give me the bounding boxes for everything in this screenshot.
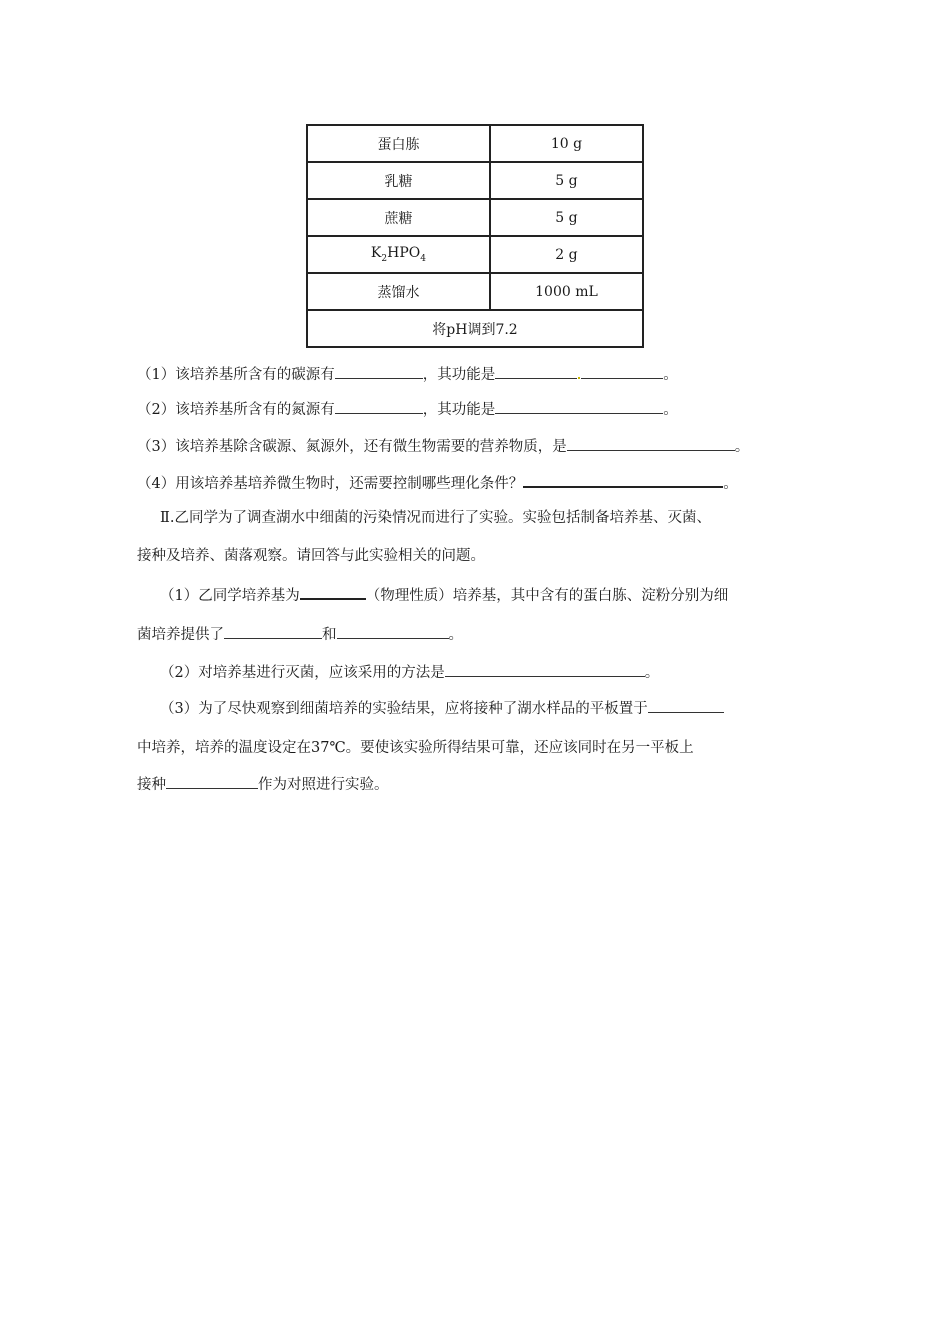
- dot-mark: [578, 377, 580, 379]
- question-2-1: （1）乙同学培养基为 （物理性质）培养基，其中含有的蛋白胨、淀粉分别为细: [160, 584, 728, 606]
- answer-blank[interactable]: [224, 624, 322, 639]
- question-2-3-end: 接种 作为对照进行实验。: [137, 774, 389, 795]
- answer-blank[interactable]: [335, 399, 423, 414]
- answer-blank[interactable]: [335, 364, 423, 379]
- table-row: [307, 236, 643, 273]
- answer-blank[interactable]: [445, 662, 645, 677]
- table-row: [307, 125, 643, 162]
- ingredient-name: 蒸馏水: [307, 273, 490, 310]
- table-row: [307, 162, 643, 199]
- table-row: [307, 310, 643, 347]
- ingredient-name: 乳糖: [307, 162, 490, 199]
- question-2-3: （3）为了尽快观察到细菌培养的实验结果，应将接种了湖水样品的平板置于: [160, 698, 724, 719]
- table-row: [307, 273, 643, 310]
- answer-blank[interactable]: [567, 436, 735, 451]
- ingredient-name: 蛋白胨: [307, 125, 490, 162]
- answer-blank[interactable]: [495, 364, 577, 379]
- part2-intro-line2: 接种及培养、菌落观察。请回答与此实验相关的问题。: [137, 548, 485, 564]
- ingredient-amount: 10 g: [490, 125, 643, 162]
- question-1-3: （3）该培养基除含碳源、氮源外，还有微生物需要的营养物质，是 。: [137, 436, 749, 457]
- answer-blank[interactable]: [337, 624, 449, 639]
- question-2-2: （2）对培养基进行灭菌，应该采用的方法是 。: [160, 662, 659, 683]
- answer-blank[interactable]: [495, 399, 663, 414]
- answer-blank[interactable]: [581, 364, 663, 379]
- ingredient-amount: 2 g: [490, 236, 643, 273]
- ingredient-amount: 5 g: [490, 199, 643, 236]
- question-1-4: （4）用该培养基培养微生物时，还需要控制哪些理化条件？ 。: [137, 472, 738, 494]
- ingredient-amount: 1000 mL: [490, 273, 643, 310]
- answer-blank[interactable]: [523, 472, 723, 488]
- ph-note: 将pH调到7.2: [307, 310, 643, 347]
- answer-blank[interactable]: [300, 584, 366, 600]
- medium-composition-table: [306, 124, 644, 348]
- question-2-1-cont: 菌培养提供了 和 。: [137, 624, 463, 645]
- question-1-1: （1）该培养基所含有的碳源有 ，其功能是 。: [137, 364, 678, 385]
- ingredient-name: $K_2HPO_4$: [307, 236, 490, 273]
- answer-blank[interactable]: [648, 698, 724, 713]
- question-2-3-cont: 中培养，培养的温度设定在37℃。要使该实验所得结果可靠，还应该同时在另一平板上: [137, 740, 694, 756]
- question-1-2: （2）该培养基所含有的氮源有 ，其功能是 。: [137, 399, 678, 420]
- answer-blank[interactable]: [166, 774, 258, 789]
- part2-intro-line1: Ⅱ.乙同学为了调查湖水中细菌的污染情况而进行了实验。实验包括制备培养基、灭菌、: [160, 510, 711, 526]
- table-row: [307, 199, 643, 236]
- ingredient-amount: 5 g: [490, 162, 643, 199]
- ingredient-name: 蔗糖: [307, 199, 490, 236]
